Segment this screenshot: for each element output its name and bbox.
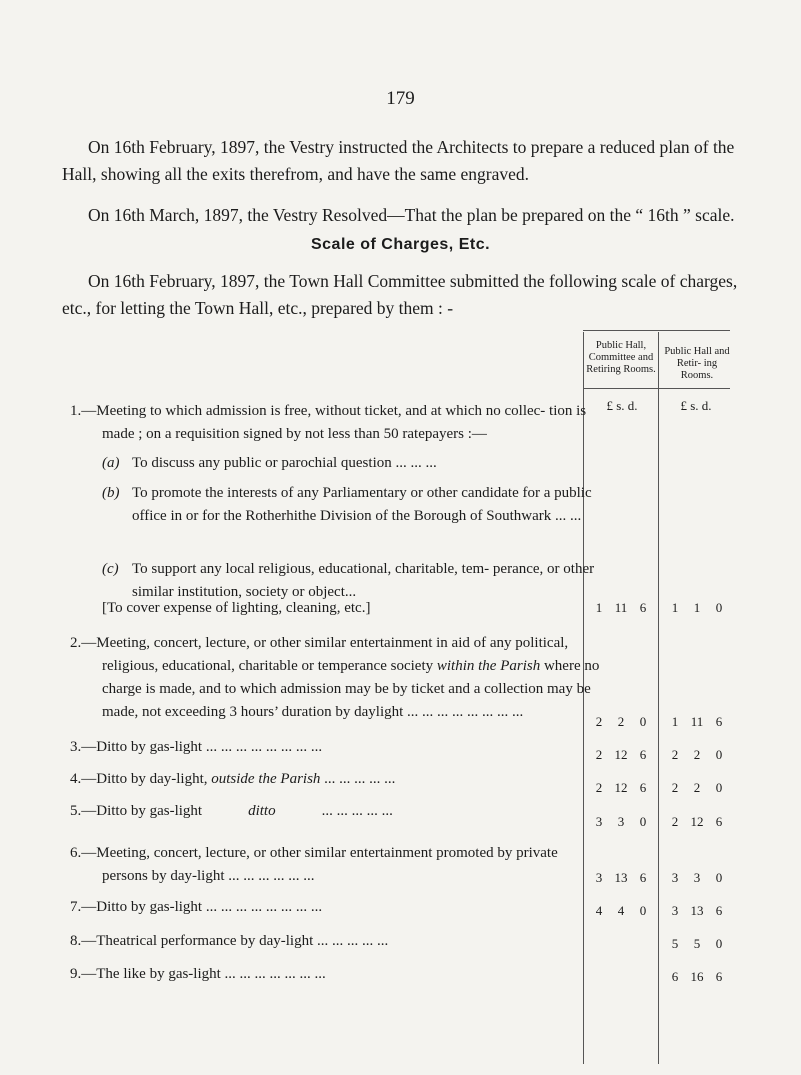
pence: 6: [715, 714, 723, 729]
paragraph-vestry-resolved: On 16th March, 1897, the Vestry Resolved—That the plan be prepared on the “ 16th ” scale.: [88, 205, 735, 225]
pence: 6: [639, 747, 647, 762]
charge-row-6-col1: [588, 870, 654, 886]
item-9: 9.—The like by gas-light ... ... ... ... ... ... ...: [70, 966, 326, 982]
charge-row-3-col1: [588, 747, 654, 763]
item-5-emphasis: ditto: [248, 803, 276, 819]
pounds: 2: [595, 714, 603, 729]
pounds: 2: [671, 780, 679, 795]
item-2-emphasis: within the Parish: [436, 658, 541, 674]
shillings: 3: [693, 870, 701, 885]
item-4-emphasis: outside the Parish: [211, 771, 321, 787]
pounds: 3: [671, 870, 679, 885]
paragraph-committee-submitted: On 16th February, 1897, the Town Hall Committee submitted the following scale of charges, etc., for letting the Town Hall, etc., prepared by them : -: [62, 271, 738, 318]
charge-row-4-col2: [664, 780, 730, 796]
shillings: 13: [690, 903, 704, 918]
pounds: 2: [595, 780, 603, 795]
charge-row-3-col2: [664, 747, 730, 763]
charge-row-2-col1: [588, 714, 654, 730]
charge-row-2-col2: [664, 714, 730, 730]
pence: 0: [715, 747, 723, 762]
item-2-text-b: where no charge is made, and to which admission may be by ticket and a collection may be made, not exceeding 3 hours’ duration by daylight ... ... ... ... ... ... ... ...: [102, 658, 600, 720]
pence: 0: [639, 903, 647, 918]
units-col2: £ s. d.: [680, 398, 712, 413]
pounds: 3: [595, 814, 603, 829]
shillings: 2: [693, 780, 701, 795]
item-4: [70, 768, 572, 791]
item-1b-text: To promote the interests of any Parliamentary or other candidate for a public office in or for the Rotherhithe Division of the Borough of Southwark ... ...: [132, 485, 592, 524]
shillings: 12: [614, 780, 628, 795]
item-1a-text: To discuss any public or parochial question ... ... ...: [132, 455, 437, 471]
shillings: 16: [690, 969, 704, 984]
item-1c-label: (c): [102, 561, 119, 577]
column-header-committee-rooms: Public Hall, Committee and Retiring Rooms.: [586, 340, 656, 375]
item-5: [70, 800, 572, 823]
table-top-rule: [583, 330, 730, 331]
pence: 0: [715, 780, 723, 795]
pounds: 2: [595, 747, 603, 762]
charge-row-4-col1: [588, 780, 654, 796]
paragraph-architects-plan: On 16th February, 1897, the Vestry instructed the Architects to prepare a reduced plan of the Hall, showing all the exits therefrom, and have the same engraved.: [62, 137, 735, 184]
item-1-cover-note: [To cover expense of lighting, cleaning, etc.]: [102, 600, 371, 616]
pounds: 2: [671, 814, 679, 829]
item-1c-text: To support any local religious, educational, charitable, tem- perance, or other similar institution, society or object...: [132, 561, 595, 600]
shillings: 11: [614, 600, 628, 615]
item-1: 1.—Meeting to which admission is free, without ticket, and at which no collec- tion is made ; on a requisition signed by not less than 50 ratepayers :—: [70, 403, 587, 442]
pounds: 1: [671, 600, 679, 615]
page-number: 179: [386, 88, 415, 109]
charge-row-8-col2: [664, 936, 730, 952]
item-4-text-b: ... ... ... ... ...: [320, 771, 396, 787]
item-3: 3.—Ditto by gas-light ... ... ... ... ... ... ... ...: [70, 739, 323, 755]
charge-row-5-col2: [664, 814, 730, 830]
shillings: 3: [617, 814, 625, 829]
charge-row-5-col1: [588, 814, 654, 830]
pounds: 3: [595, 870, 603, 885]
pence: 0: [715, 870, 723, 885]
table-header-rule: [583, 388, 730, 389]
charge-row-9-col2: [664, 969, 730, 985]
table-column-rule-middle: [658, 332, 659, 1064]
section-heading: Scale of Charges, Etc.: [310, 236, 491, 253]
pence: 0: [715, 600, 723, 615]
charge-row-1-col2: [664, 600, 730, 616]
shillings: 12: [614, 747, 628, 762]
pence: 6: [715, 969, 723, 984]
pence: 0: [639, 814, 647, 829]
pence: 6: [639, 870, 647, 885]
item-4-text-a: 4.—Ditto by day-light,: [70, 771, 212, 787]
pounds: 3: [671, 903, 679, 918]
charge-row-7-col2: [664, 903, 730, 919]
item-1a: [102, 452, 572, 475]
charge-row-6-col2: [664, 870, 730, 886]
item-6: 6.—Meeting, concert, lecture, or other similar entertainment promoted by private persons by day-light ... ... ... ... ... ...: [70, 845, 558, 884]
item-1a-label: (a): [102, 455, 120, 471]
pence: 6: [715, 814, 723, 829]
item-1b-label: (b): [102, 485, 120, 501]
pence: 6: [639, 780, 647, 795]
shillings: 12: [690, 814, 704, 829]
shillings: 2: [617, 714, 625, 729]
shillings: 4: [617, 903, 625, 918]
item-5-text-b: ... ... ... ... ...: [321, 803, 393, 819]
item-8: 8.—Theatrical performance by day-light ... ... ... ... ...: [70, 933, 389, 949]
item-5-text-a: 5.—Ditto by gas-light: [70, 803, 203, 819]
pounds: 4: [595, 903, 603, 918]
pounds: 6: [671, 969, 679, 984]
pounds: 5: [671, 936, 679, 951]
shillings: 11: [690, 714, 704, 729]
shillings: 13: [614, 870, 628, 885]
shillings: 5: [693, 936, 701, 951]
pounds: 1: [595, 600, 603, 615]
pounds: 1: [671, 714, 679, 729]
units-col1: £ s. d.: [606, 398, 638, 413]
column-header-public-hall: Public Hall and Retir- ing Rooms.: [664, 346, 730, 381]
pence: 6: [715, 903, 723, 918]
charge-row-7-col1: [588, 903, 654, 919]
item-2-text-a: 2.—Meeting, concert, lecture, or other similar entertainment in aid of any political, religious, educational, charitable or temperance society: [70, 635, 569, 674]
item-1b: [102, 482, 602, 528]
shillings: 1: [693, 600, 701, 615]
pence: 6: [639, 600, 647, 615]
item-7: 7.—Ditto by gas-light ... ... ... ... ... ... ... ...: [70, 899, 323, 915]
shillings: 2: [693, 747, 701, 762]
charge-row-1-col1: [588, 600, 654, 616]
pounds: 2: [671, 747, 679, 762]
item-2: [70, 632, 604, 724]
pence: 0: [639, 714, 647, 729]
pence: 0: [715, 936, 723, 951]
